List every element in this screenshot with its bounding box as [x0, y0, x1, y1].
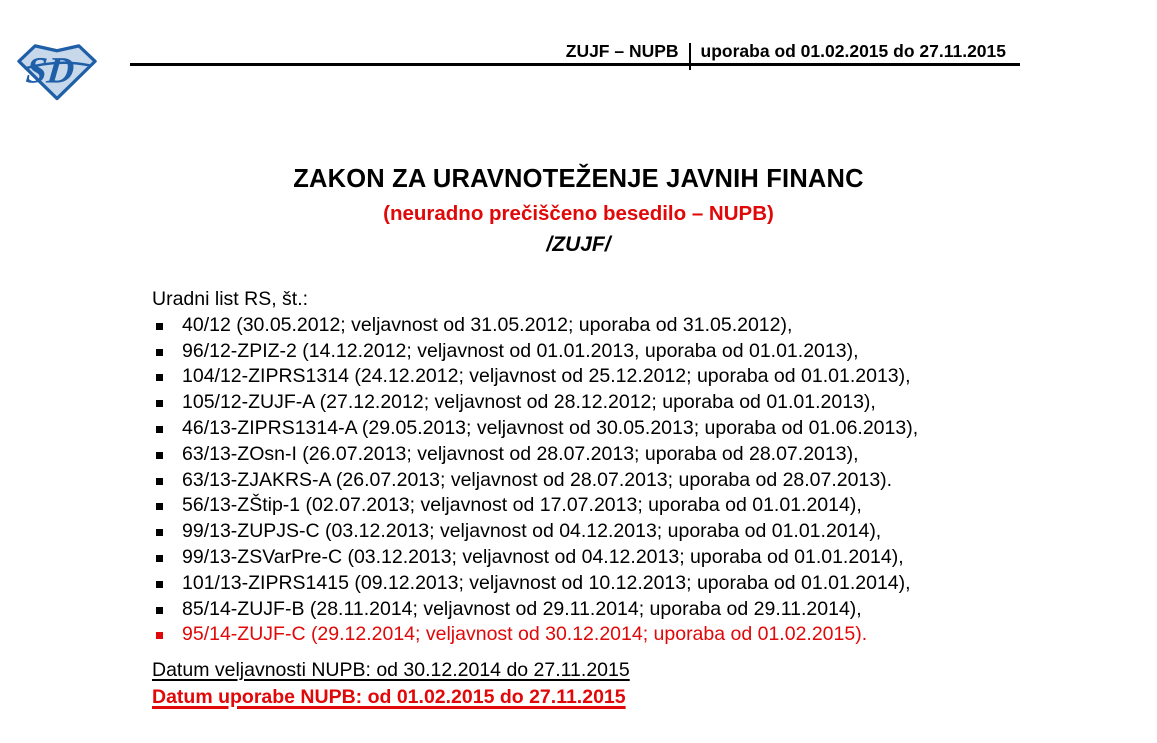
logo-letters: SD [24, 50, 77, 92]
header-divider-bar [689, 43, 691, 70]
square-bullet-icon [156, 555, 163, 562]
gazette-item [152, 493, 918, 519]
gazette-item-text: 96/12-ZPIZ-2 (14.12.2012; veljavnost od 01.01.2013, uporaba od 01.01.2013), [182, 339, 859, 362]
gazette-item [152, 416, 918, 442]
square-bullet-icon [156, 323, 163, 330]
gazette-item [152, 442, 918, 468]
law-title: ZAKON ZA URAVNOTEŽENJE JAVNIH FINANC [293, 165, 864, 193]
square-bullet-icon [156, 478, 163, 485]
validity-date-line: Datum veljavnosti NUPB: od 30.12.2014 do 27.11.2015 [152, 659, 630, 682]
square-bullet-icon [156, 349, 163, 356]
validity-block [152, 658, 918, 711]
page-header [130, 36, 1020, 66]
gazette-item [152, 571, 918, 597]
gazette-item-text: 99/13-ZSVarPre-C (03.12.2013; veljavnost od 04.12.2013; uporaba od 01.01.2014), [182, 545, 904, 568]
main-content [152, 287, 918, 711]
square-bullet-icon [156, 581, 163, 588]
title-block [0, 165, 1157, 257]
gazette-item [152, 390, 918, 416]
gazette-item-text: 105/12-ZUJF-A (27.12.2012; veljavnost od 28.12.2012; uporaba od 01.01.2013), [182, 391, 876, 414]
gazette-item-text: 63/13-ZOsn-I (26.07.2013; veljavnost od 28.07.2013; uporaba od 28.07.2013), [182, 442, 859, 465]
publisher-logo [16, 41, 98, 101]
square-bullet-icon [156, 503, 163, 510]
usage-date-line: Datum uporabe NUPB: od 01.02.2015 do 27.11.2015 [152, 685, 626, 708]
gazette-item-text: 56/13-ZŠtip-1 (02.07.2013; veljavnost od 17.07.2013; uporaba od 01.01.2014), [182, 494, 862, 517]
gazette-item [152, 364, 918, 390]
gazette-item-text: 40/12 (30.05.2012; veljavnost od 31.05.2012; uporaba od 31.05.2012), [182, 313, 793, 336]
gazette-item [152, 313, 918, 339]
gazette-list [152, 313, 918, 648]
gazette-item-text: 99/13-ZUPJS-C (03.12.2013; veljavnost od 04.12.2013; uporaba od 01.01.2014), [182, 520, 882, 543]
gazette-item-text: 46/13-ZIPRS1314-A (29.05.2013; veljavnost od 30.05.2013; uporaba od 01.06.2013), [182, 416, 919, 439]
square-bullet-icon [156, 426, 163, 433]
header-doc-code: ZUJF – NUPB [565, 40, 679, 61]
header-usage-range: uporaba od 01.02.2015 do 27.11.2015 [700, 40, 1006, 61]
gazette-item [152, 519, 918, 545]
square-bullet-icon [156, 607, 163, 614]
gazette-intro: Uradni list RS, št.: [152, 288, 309, 310]
square-bullet-icon [156, 452, 163, 459]
law-short-name: /ZUJF/ [546, 233, 611, 256]
square-bullet-icon [156, 374, 163, 381]
gazette-item-text: 104/12-ZIPRS1314 (24.12.2012; veljavnost od 25.12.2012; uporaba od 01.01.2013), [182, 365, 911, 388]
gazette-item-text: 63/13-ZJAKRS-A (26.07.2013; veljavnost od 28.07.2013; uporaba od 28.07.2013). [182, 468, 893, 491]
law-subtitle: (neuradno prečiščeno besedilo – NUPB) [383, 202, 774, 225]
square-bullet-icon [156, 529, 163, 536]
square-bullet-icon [156, 400, 163, 407]
gazette-item-text: 85/14-ZUJF-B (28.11.2014; veljavnost od 29.11.2014; uporaba od 29.11.2014), [182, 597, 862, 620]
shield-logo-icon [16, 41, 98, 101]
gazette-item [152, 339, 918, 365]
gazette-item [152, 545, 918, 571]
gazette-item-text: 95/14-ZUJF-C (29.12.2014; veljavnost od 30.12.2014; uporaba od 01.02.2015). [182, 623, 868, 646]
gazette-item [152, 597, 918, 623]
gazette-item [152, 468, 918, 494]
square-bullet-icon [156, 632, 163, 639]
gazette-item [152, 622, 918, 648]
gazette-item-text: 101/13-ZIPRS1415 (09.12.2013; veljavnost od 10.12.2013; uporaba od 01.01.2014), [182, 571, 911, 594]
